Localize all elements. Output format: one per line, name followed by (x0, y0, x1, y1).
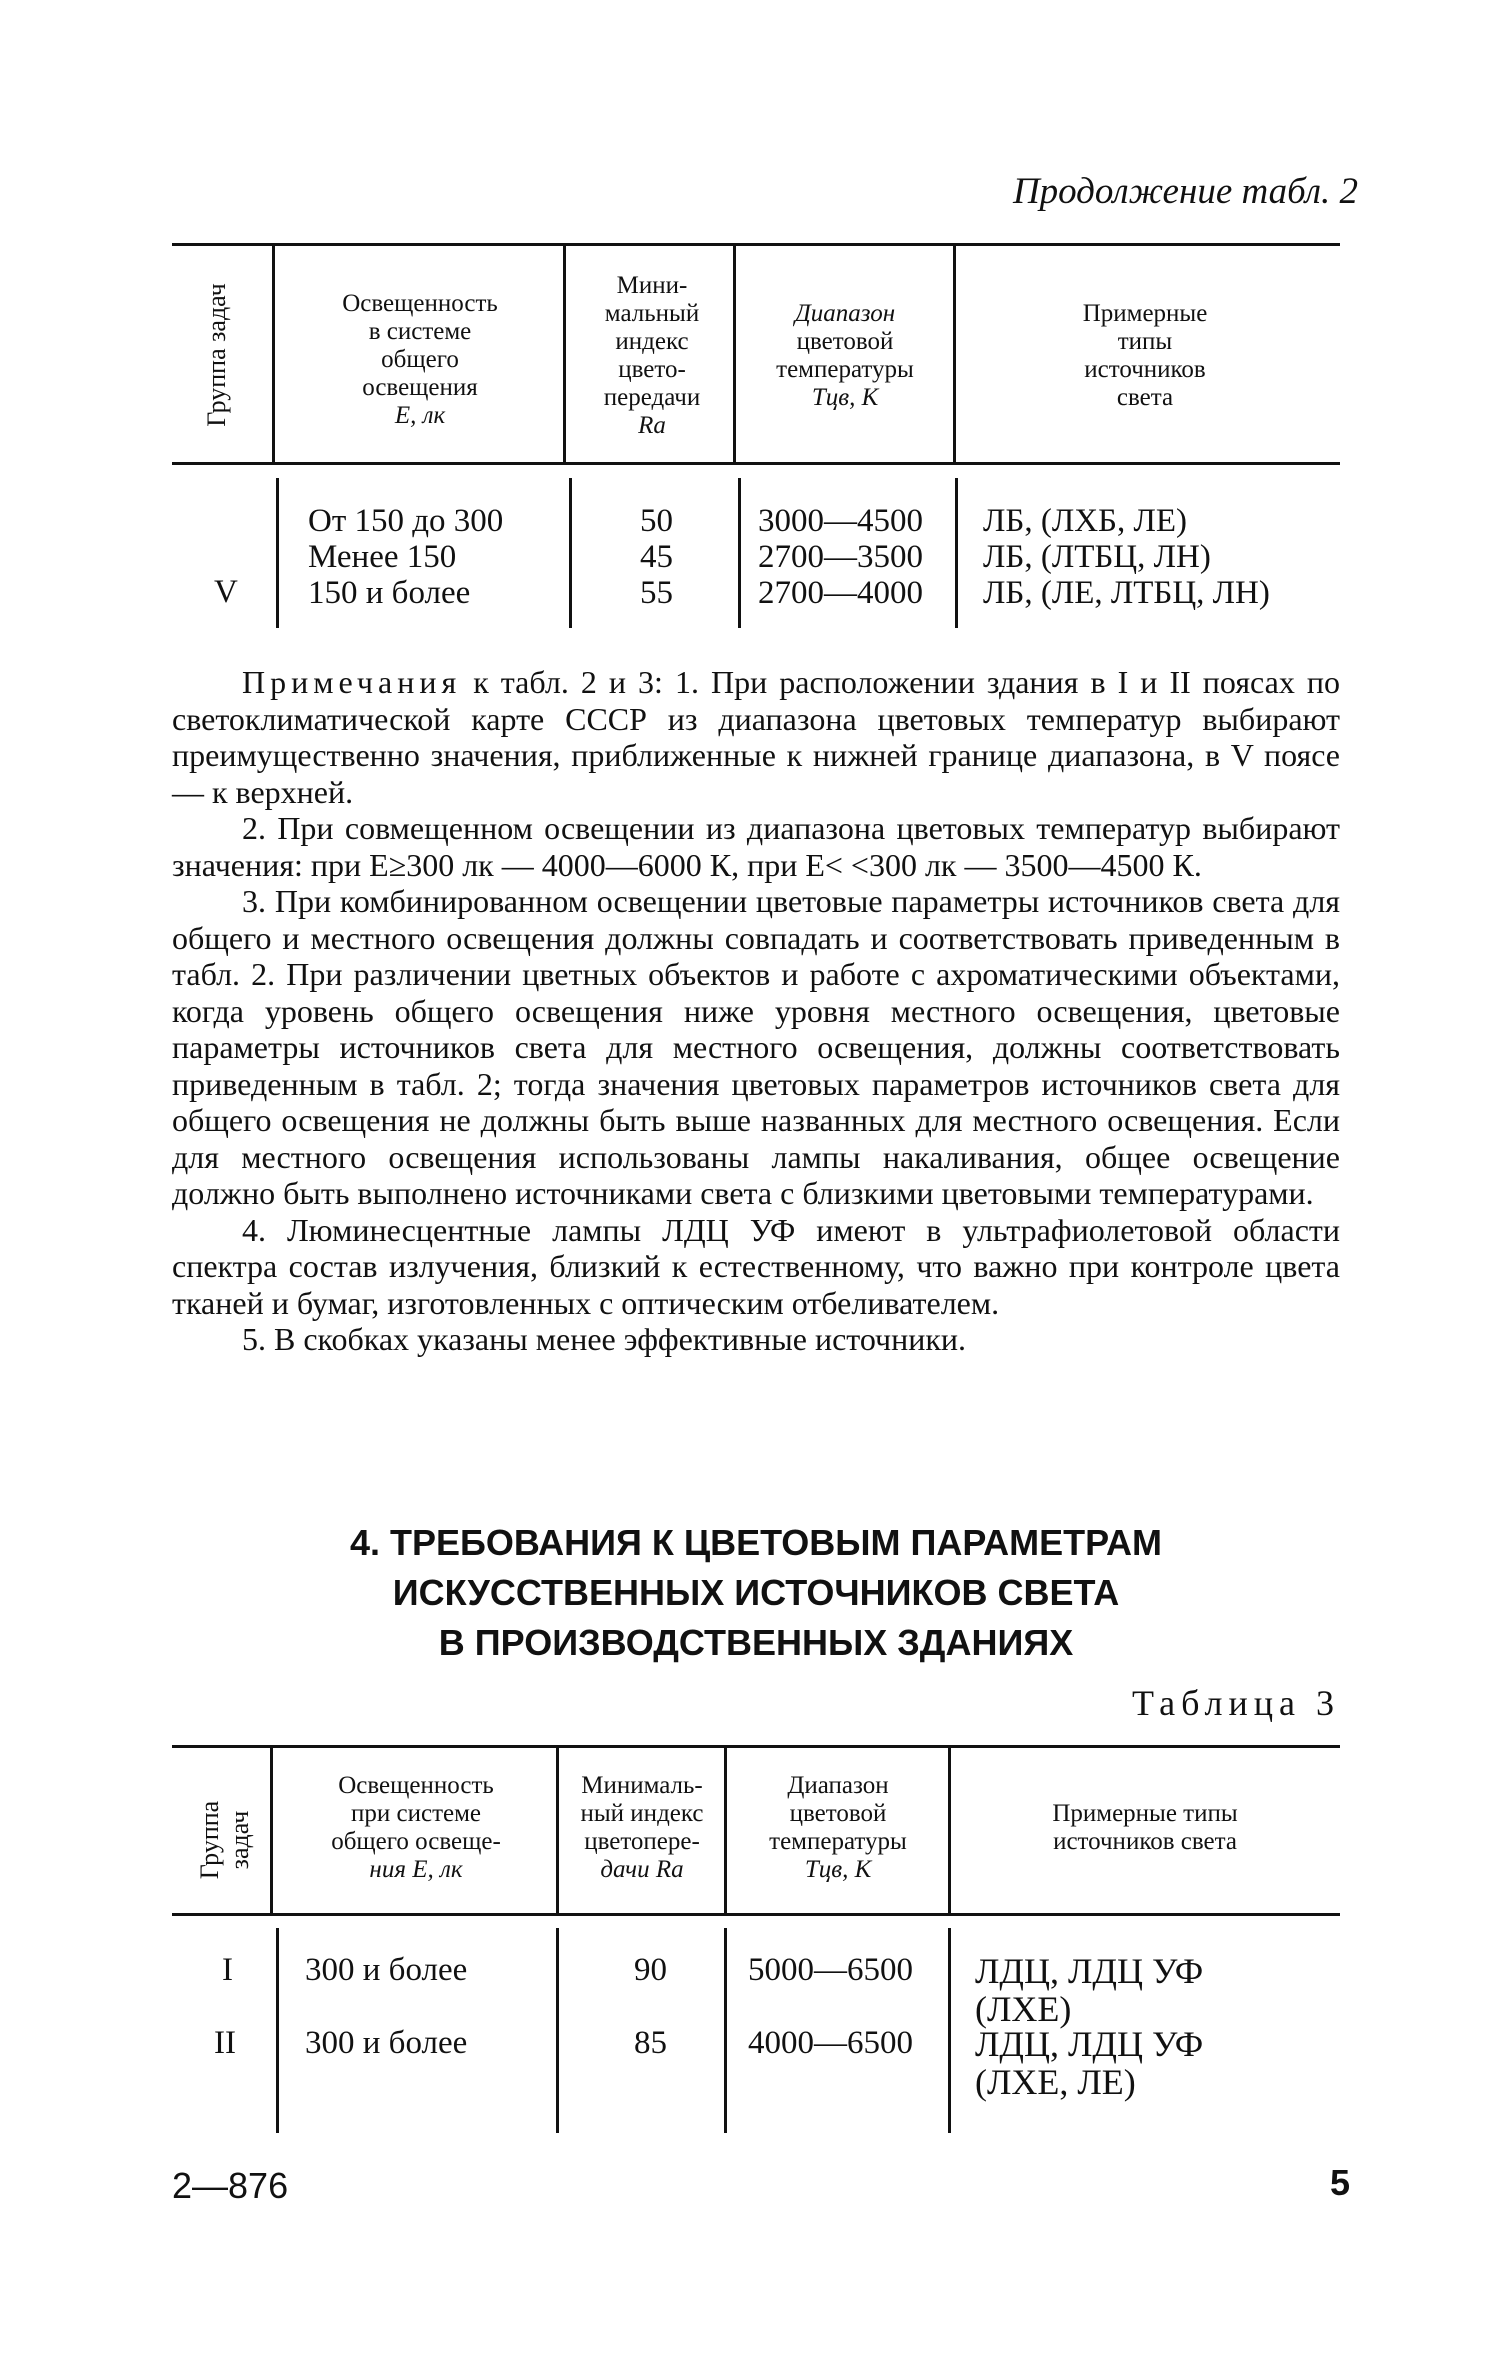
table-row-illum: Менее 150 (308, 539, 457, 575)
section-heading: 4. ТРЕБОВАНИЯ К ЦВЕТОВЫМ ПАРАМЕТРАМ ИСКУССТВЕННЫХ ИСТОЧНИКОВ СВЕТА В ПРОИЗВОДСТВЕННЫХ ЗДАНИЯХ (349, 1522, 1163, 1663)
column-divider (733, 246, 736, 462)
table-row-ra: 90 (634, 1952, 667, 1988)
table-top-rule (172, 1745, 1340, 1748)
column-divider (270, 1748, 273, 1913)
column-divider (948, 1928, 951, 2133)
table-row-types: ЛБ, (ЛХБ, ЛЕ) (983, 503, 1188, 539)
note-4: 4. Люминесцентные лампы ЛДЦ УФ имеют в ультрафиолетовой области спектра состав излучения, близкий к естественному, что важно при контроле цвета тканей и бумаг, изготовленных с оптическим отбеливателем. (172, 1211, 1340, 1321)
header-cri: Мини- мальный индекс цвето- передачи Rа (603, 272, 701, 439)
column-divider (738, 478, 741, 628)
column-divider (556, 1928, 559, 2133)
table-row-types: ЛБ, (ЛЕ, ЛТБЦ, ЛН) (983, 575, 1270, 611)
header-group: Группа задач (195, 1800, 254, 1880)
header-source-types: Примерные типы источников света (1082, 300, 1208, 411)
table-row-group: II (214, 2025, 236, 2061)
table-row-range: 2700—3500 (758, 539, 923, 575)
page-code: 2—876 (172, 2165, 289, 2206)
table-row-illum: 300 и более (305, 1952, 468, 1988)
table-row-ra: 50 (640, 503, 673, 539)
header-illumination: Освещенность при системе общего освеще- ния E, лк (331, 1772, 501, 1883)
group-cell: V (214, 574, 238, 610)
header-group: Группа задач (202, 283, 231, 427)
header-cri: Минималь- ный индекс цветопере- дачи Rа (580, 1772, 704, 1883)
column-divider (953, 246, 956, 462)
table-header-rule (172, 462, 1340, 465)
column-divider (276, 478, 279, 628)
table-row-types: ЛДЦ, ЛДЦ УФ (ЛХЕ) (975, 1951, 1204, 2029)
notes-lead: Примечания (242, 664, 462, 700)
column-divider (563, 246, 566, 462)
table-top-rule (172, 243, 1340, 246)
column-divider (955, 478, 958, 628)
header-color-temp: Диапазон цветовой температуры Tцв, К (776, 300, 914, 411)
header-illumination: Освещенность в системе общего освещения E, лк (342, 290, 498, 429)
column-divider (724, 1928, 727, 2133)
continuation-caption: Продолжение табл. 2 (1012, 171, 1358, 212)
table-3-caption: Таблица 3 (1132, 1683, 1340, 1723)
page-number: 5 (1329, 2162, 1350, 2203)
column-divider (724, 1748, 727, 1913)
column-divider (272, 246, 275, 462)
table-row-illum: 150 и более (308, 575, 471, 611)
table-row-illum: 300 и более (305, 2025, 468, 2061)
header-color-temp: Диапазон цветовой температуры Tцв, К (769, 1772, 907, 1883)
column-divider (556, 1748, 559, 1913)
notes-block (172, 664, 1340, 1358)
table-row-ra: 85 (634, 2025, 667, 2061)
column-divider (948, 1748, 951, 1913)
column-divider (569, 478, 572, 628)
note-5: 5. В скобках указаны менее эффективные источники. (242, 1321, 967, 1357)
table-row-range: 5000—6500 (748, 1952, 913, 1988)
header-source-types: Примерные типы источников света (1052, 1800, 1238, 1855)
table-row-range: 2700—4000 (758, 575, 923, 611)
table-row-illum: От 150 до 300 (308, 503, 504, 539)
table-row-range: 3000—4500 (758, 503, 923, 539)
table-row-group: I (222, 1952, 233, 1988)
table-row-range: 4000—6500 (748, 2025, 913, 2061)
note-2: 2. При совмещенном освещении из диапазона цветовых температур выбирают значения: при E≥300 лк — 4000—6000 К, при E< <300 лк — 3500—4500 К. (172, 810, 1340, 883)
note-3: 3. При комбинированном освещении цветовые параметры источников света для общего и местного освещения должны совпадать и соответствовать приведенным в табл. 2. При различении цветных объектов и работе с ахроматическими объектами, когда уровень общего освещения ниже уровня местного освещения, цветовые параметры источников света для местного освещения, должны соответствовать приведенным в табл. 2; тогда значения цветовых параметров источников света для общего освещения не должны быть выше названных для местного освещения. Если для местного освещения использованы лампы накаливания, общее освещение должно быть выполнено источниками света с близкими цветовыми температурами. (172, 883, 1340, 1211)
table-row-types: ЛБ, (ЛТБЦ, ЛН) (983, 539, 1211, 575)
table-row-types: ЛДЦ, ЛДЦ УФ (ЛХЕ, ЛЕ) (975, 2024, 1204, 2102)
column-divider (276, 1928, 279, 2133)
table-row-ra: 55 (640, 575, 673, 611)
table-row-ra: 45 (640, 539, 673, 575)
table-header-rule (172, 1913, 1340, 1916)
note-1: Примечания к табл. 2 и 3: 1. При расположении здания в I и II поясах по светоклиматической карте СССР из диапазона цветовых температур выбирают преимущественно значения, приближенные к нижней границе диапазона, в V поясе — к верхней. (172, 664, 1340, 810)
